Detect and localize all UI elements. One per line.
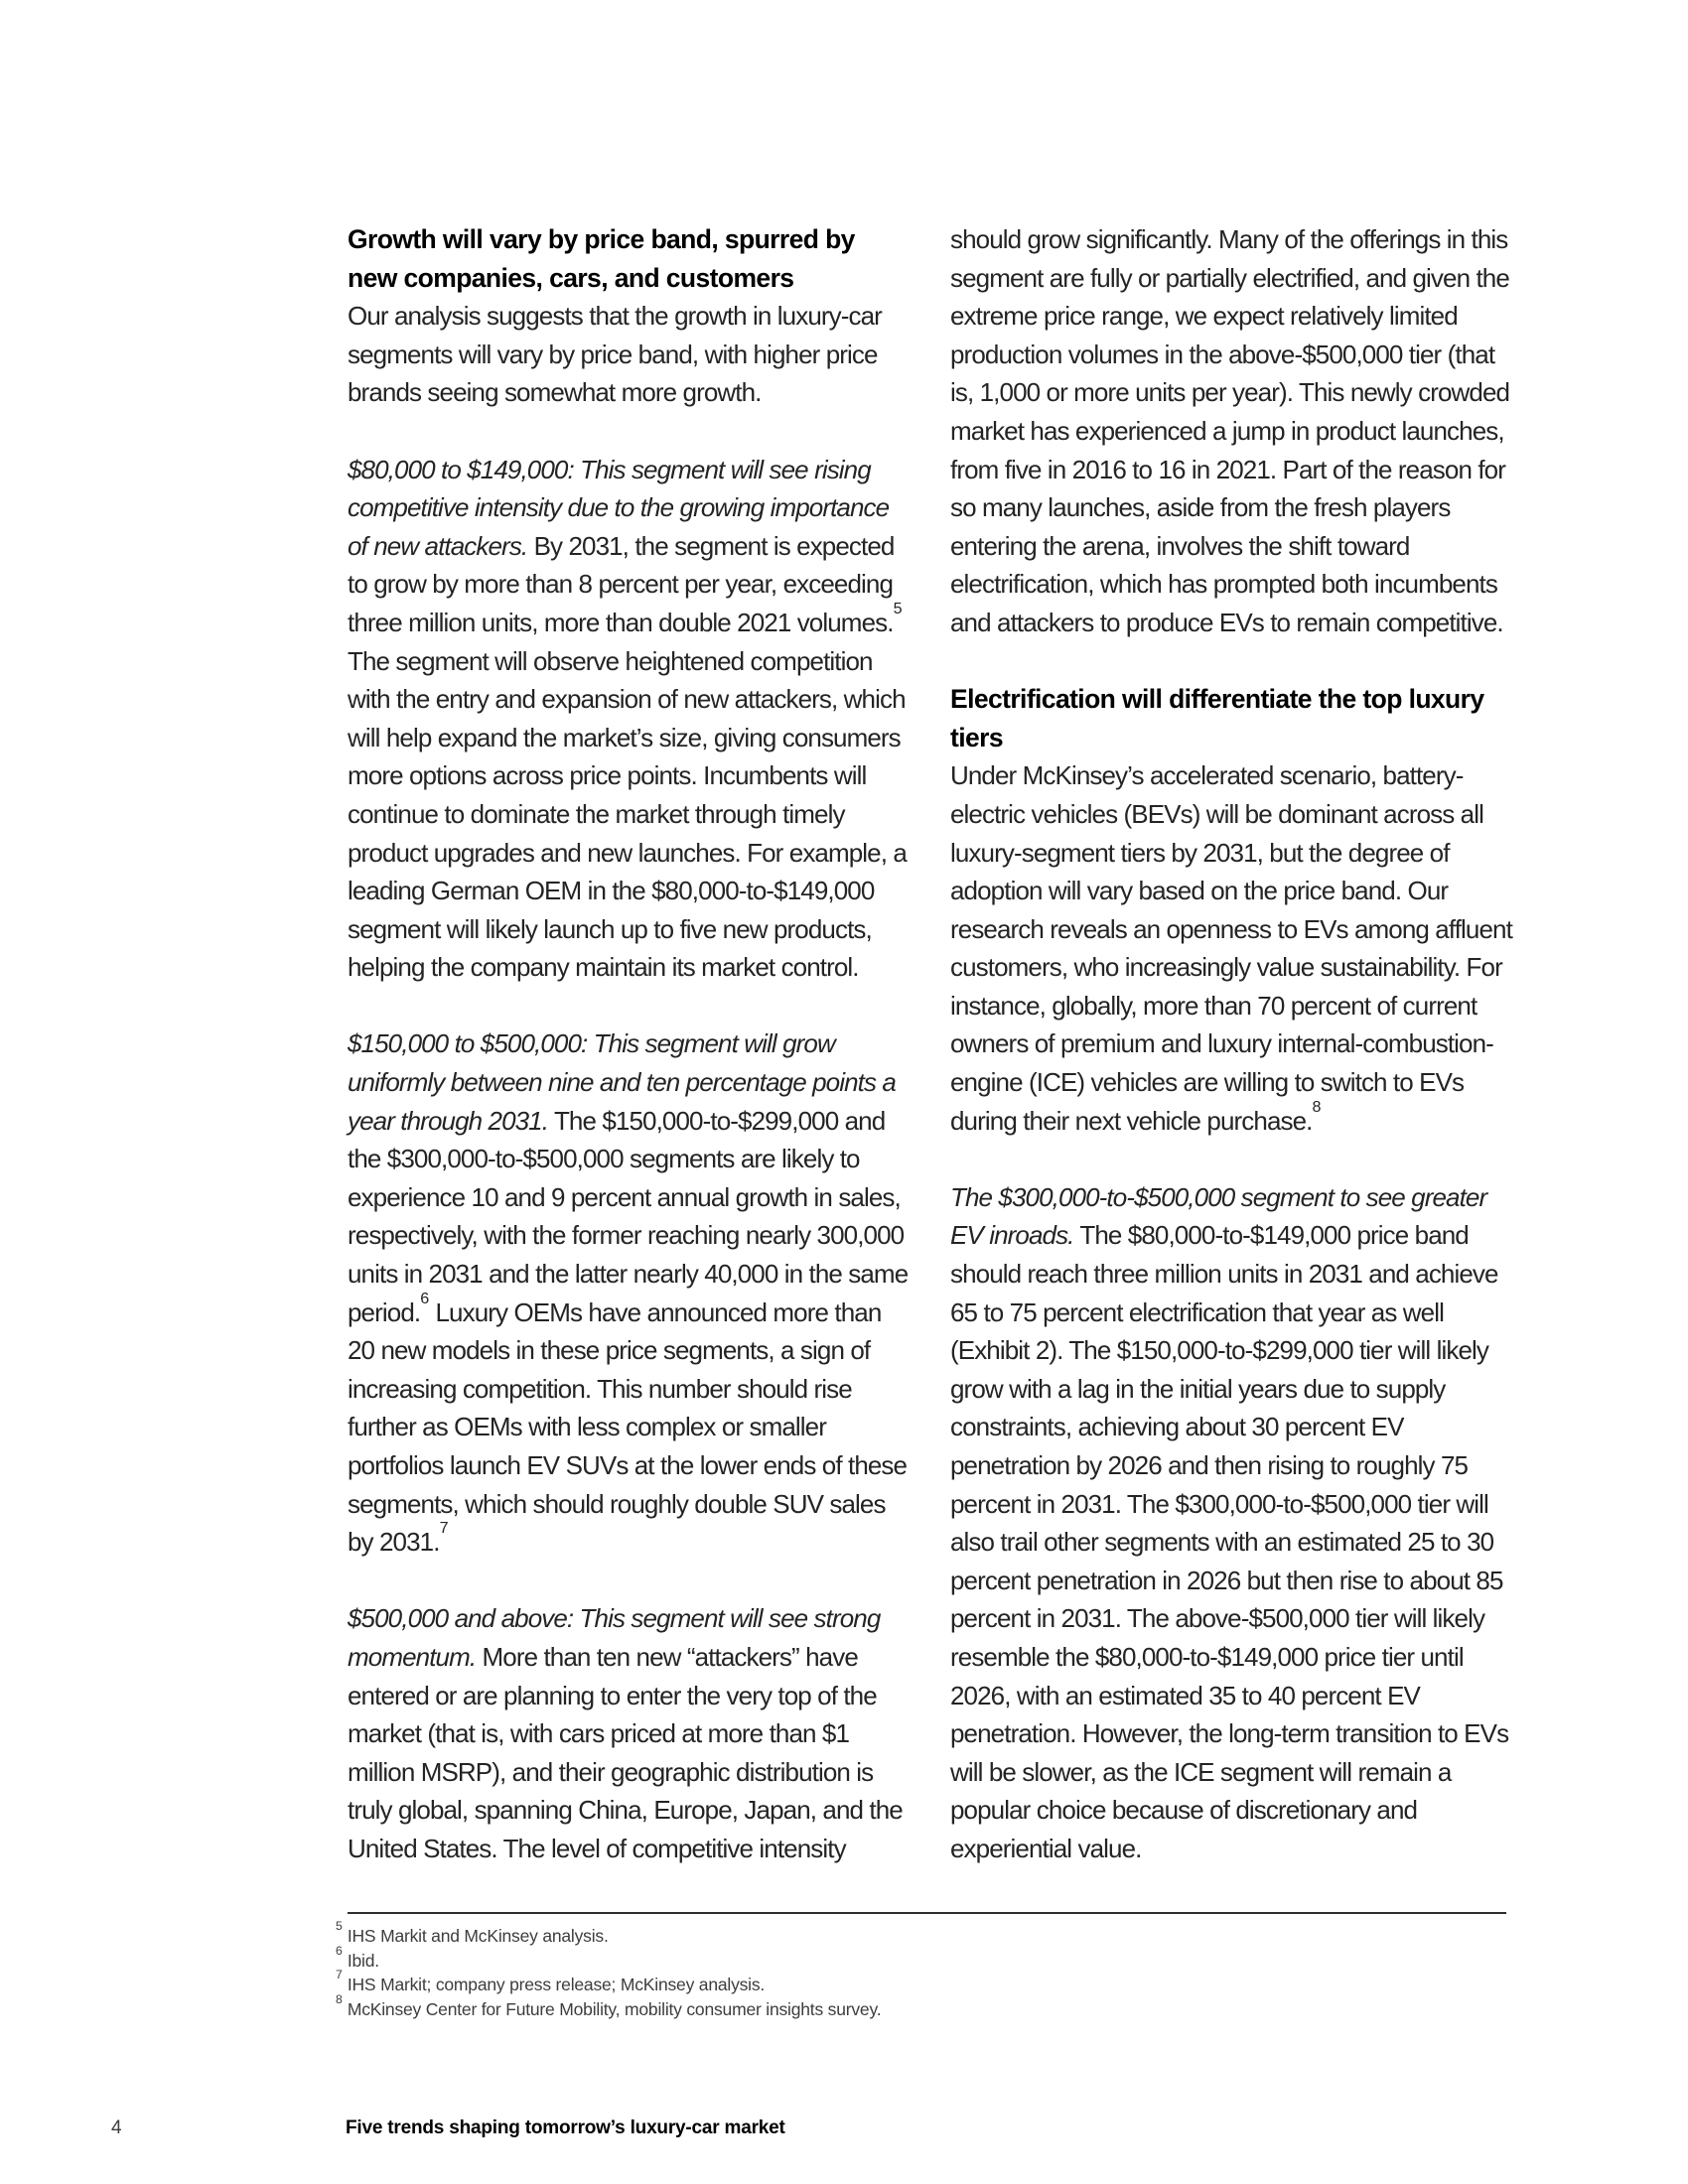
- footnote-7-marker: 7: [336, 1968, 343, 1982]
- footnote-8-marker: 8: [336, 1991, 343, 2006]
- paragraph-intro: [348, 297, 910, 412]
- paragraph-150k: [348, 1024, 910, 1561]
- paragraph-intro-text: Our analysis suggests that the growth in luxury-car segments will vary by price band, with higher price brands seeing somewhat more growth.: [348, 301, 882, 408]
- paragraph-80k-text-b: The segment will observe heightened competition with the entry and expansion of new attackers, which will help expand the market’s size, giving consumers more options across price points. Incumbents will continue to dominate the market through timely product upgrades and new launches. For example, a leading German OEM in the $80,000-to-$149,000 segment will likely launch up to five new products, helping the company maintain its market control.: [348, 645, 907, 983]
- paragraph-continuation: [950, 220, 1512, 642]
- footnote-5: [336, 1919, 1507, 1949]
- paragraph-300k-text: The $80,000-to-$149,000 price band should reach three million units in 2031 and achieve 65 to 75 percent electrification that year as well (Exhibit 2). The $150,000-to-$299,000 tier will likely grow with a lag in the initial years due to supply constraints, achieving about 30 percent EV penetration by 2026 and then rising to roughly 75 percent in 2031. The $300,000-to-$500,000 tier will also trail other segments with an estimated 25 to 30 percent penetration in 2026 but then rise to about 85 percent in 2031. The above-$500,000 tier will likely resemble the $80,000-to-$149,000 price tier until 2026, with an estimated 35 to 40 percent EV penetration. However, the long-term transition to EVs will be slower, as the ICE segment will remain a popular choice because of discretionary and experiential value.: [950, 1220, 1509, 1863]
- footnote-divider: [348, 1912, 1506, 1914]
- section-heading-growth: Growth will vary by price band, spurred by new companies, cars, and customers: [348, 224, 855, 293]
- footnote-6-marker: 6: [336, 1943, 343, 1958]
- paragraph-150k-text-b: Luxury OEMs have announced more than 20 new models in these price segments, a sign of increasing competition. This number should rise further as OEMs with less complex or smaller portfolios launch EV SUVs at the lower ends of these segments, which should roughly double SUV sales by 2031.: [348, 1297, 908, 1558]
- footnote-ref-8: 8: [1312, 1097, 1322, 1116]
- footnote-8-text: McKinsey Center for Future Mobility, mobility consumer insights survey.: [347, 1998, 882, 2019]
- left-column: [348, 220, 910, 1868]
- italic-lead-150k: $150,000 to $500,000: This segment will grow uniformly between nine and ten percentage points a year through 2031.: [348, 1028, 896, 1136]
- footnote-5-marker: 5: [336, 1919, 343, 1934]
- footnote-ref-5: 5: [893, 600, 903, 618]
- page-number: 4: [111, 2117, 122, 2138]
- paragraph-80k: [348, 451, 910, 987]
- footer-report-title: Five trends shaping tomorrow’s luxury-car market: [346, 2117, 785, 2138]
- footnote-ref-6: 6: [420, 1289, 430, 1307]
- paragraph-500k: [348, 1599, 910, 1867]
- footnote-6-text: Ibid.: [347, 1950, 379, 1971]
- paragraph-500k-text: More than ten new “attackers” have entered or are planning to enter the very top of the market (that is, with cars priced at more than $1 million MSRP), and their geographic distribution is truly global, spanning China, Europe, Japan, and the United States. The level of competitive intensity: [348, 1641, 903, 1863]
- italic-lead-500k: $500,000 and above: This segment will see strong momentum.: [348, 1603, 881, 1672]
- section-heading-electrification: Electrification will differentiate the top luxury tiers: [950, 684, 1484, 752]
- paragraph-continuation-text: should grow significantly. Many of the offerings in this segment are fully or partially electrified, and given the extreme price range, we expect relatively limited production volumes in the above-$500,000 tier (that is, 1,000 or more units per year). This newly crowded market has experienced a jump in product launches, from five in 2016 to 16 in 2021. Part of the reason for so many launches, aside from the fresh players entering the arena, involves the shift toward electrification, which has prompted both incumbents and attackers to produce EVs to remain competitive.: [950, 224, 1510, 637]
- footnote-7: [336, 1968, 1507, 1997]
- footnote-5-text: IHS Markit and McKinsey analysis.: [347, 1926, 609, 1946]
- footnote-6: [336, 1943, 1507, 1974]
- paragraph-300k: [950, 1178, 1512, 1868]
- footnote-ref-7: 7: [439, 1519, 449, 1538]
- paragraph-80k-text-a: By 2031, the segment is expected to grow by more than 8 percent per year, exceeding three million units, more than double 2021 volumes.: [348, 530, 895, 637]
- paragraph-electrification: [950, 756, 1512, 1140]
- footnote-7-text: IHS Markit; company press release; McKinsey analysis.: [347, 1975, 766, 1994]
- paragraph-150k-text-a: The $150,000-to-$299,000 and the $300,000-to-$500,000 segments are likely to experience 10 and 9 percent annual growth in sales, respectively, with the former reaching nearly 300,000 units in 2031 and the latter nearly 40,000 in the same period.: [348, 1105, 909, 1327]
- footnote-8: [336, 1991, 1507, 2022]
- italic-lead-80k: $80,000 to $149,000: This segment will see rising competitive intensity due to the growing importance of new attackers.: [348, 454, 890, 561]
- italic-lead-300k: The $300,000-to-$500,000 segment to see greater EV inroads.: [950, 1181, 1487, 1251]
- right-column: [950, 220, 1512, 1868]
- paragraph-electrification-text: Under McKinsey’s accelerated scenario, battery-electric vehicles (BEVs) will be dominant across all luxury-segment tiers by 2031, but the degree of adoption will vary based on the price band. Our research reveals an openness to EVs among affluent customers, who increasingly value sustainability. For instance, globally, more than 70 percent of current owners of premium and luxury internal-combustion-engine (ICE) vehicles are willing to switch to EVs during their next vehicle purchase.: [950, 760, 1512, 1136]
- footnotes-block: [336, 1919, 1507, 2021]
